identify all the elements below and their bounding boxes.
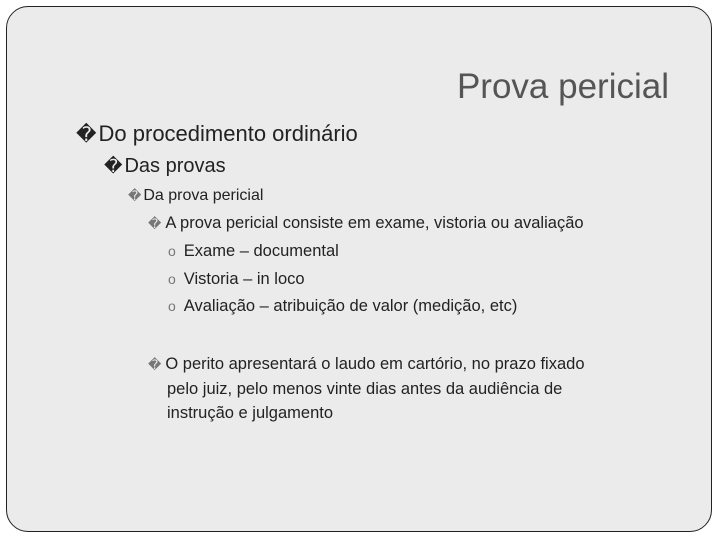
- circle-bullet-icon: o: [168, 271, 176, 287]
- slide-title: Prova pericial: [456, 67, 669, 106]
- sub-bullet-item: [168, 297, 517, 316]
- bullet-icon: �: [76, 124, 97, 146]
- bullet-text: Exame – documental: [183, 242, 339, 260]
- bullet-icon: �: [148, 216, 162, 231]
- circle-bullet-icon: o: [168, 298, 176, 314]
- bullet-icon: �: [104, 156, 123, 176]
- bullet-level2: [104, 155, 226, 178]
- bullet-level4: [148, 214, 584, 233]
- bullet-level1: [76, 121, 358, 147]
- bullet-text: Avaliação – atribuição de valor (medição, etc): [183, 297, 518, 315]
- bullet-text: A prova pericial consiste em exame, vistoria ou avaliação: [165, 214, 584, 232]
- sub-bullet-item: [168, 270, 305, 289]
- bullet-text: Da prova pericial: [143, 187, 264, 204]
- bullet-level4-paragraph: [148, 352, 688, 425]
- bullet-text: Das provas: [124, 155, 226, 177]
- paragraph-line-2: pelo juiz, pelo menos vinte dias antes da audiência de: [167, 380, 563, 398]
- bullet-text: Do procedimento ordinário: [98, 121, 358, 146]
- paragraph-line-1: O perito apresentará o laudo em cartório, no prazo fixado: [165, 355, 585, 373]
- bullet-icon: �: [148, 357, 162, 372]
- bullet-level3: [128, 187, 263, 205]
- paragraph-line-3: instrução e julgamento: [167, 404, 334, 422]
- circle-bullet-icon: o: [168, 243, 176, 259]
- bullet-icon: �: [128, 188, 142, 203]
- slide-frame: [6, 6, 712, 532]
- sub-bullet-item: [168, 242, 339, 261]
- bullet-text: Vistoria – in loco: [183, 270, 305, 288]
